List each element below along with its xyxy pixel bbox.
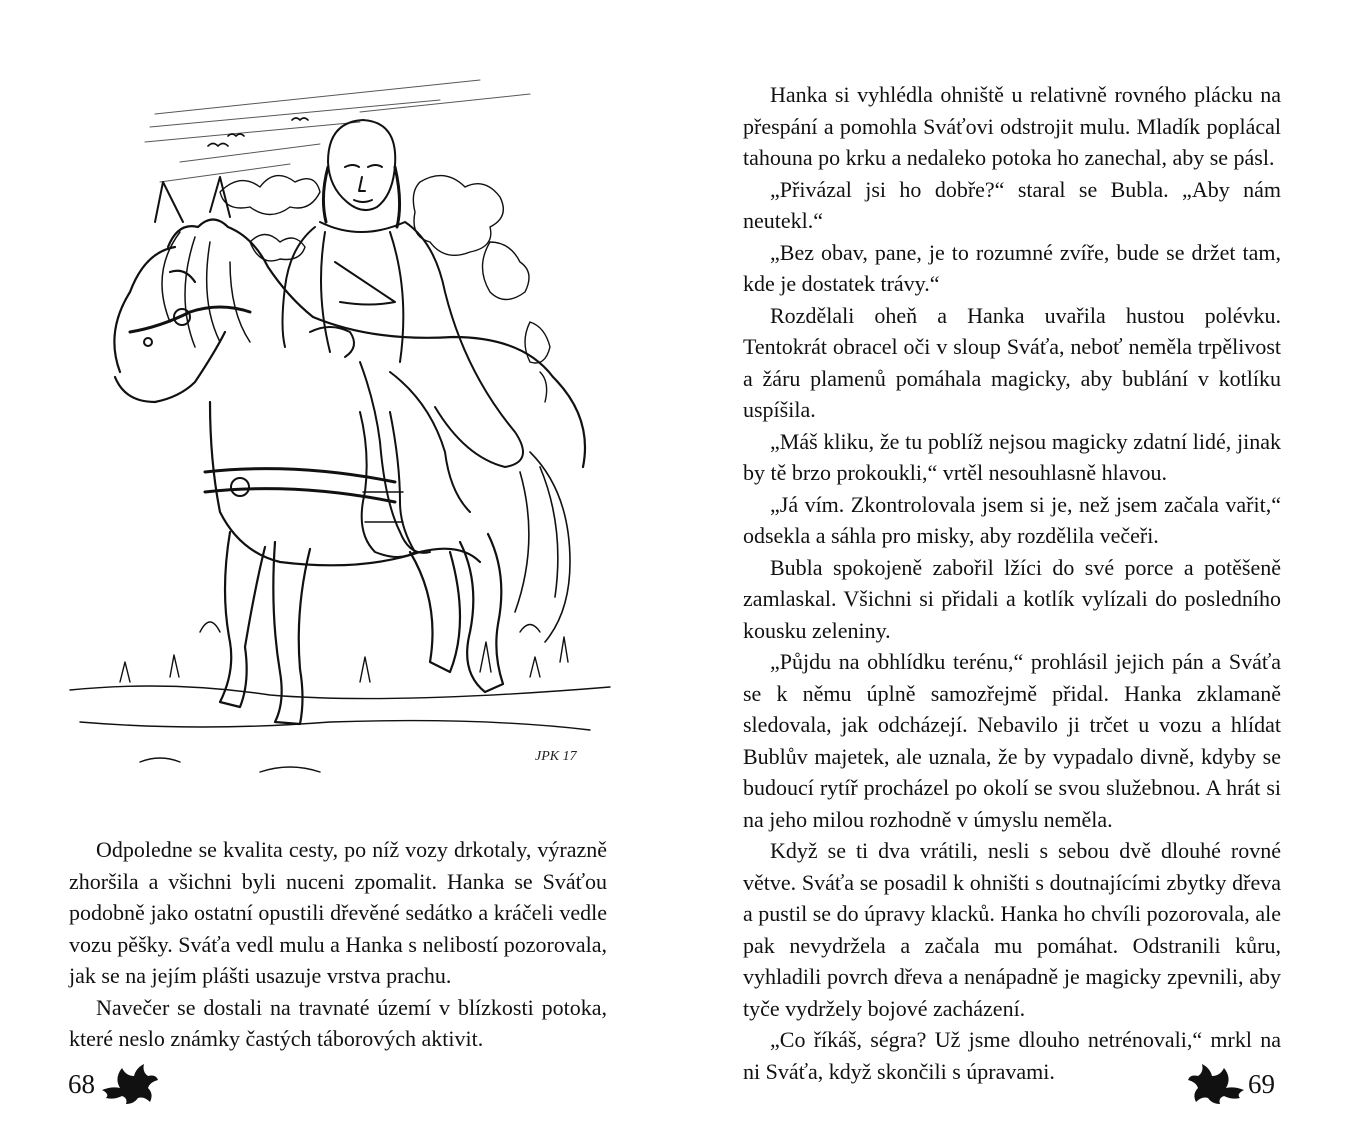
paragraph: Navečer se dostali na travnaté území v blízkosti potoka, které neslo známky častých táborových aktivit.: [69, 994, 607, 1051]
paragraph: „Půjdu na obhlídku terénu,“ prohlásil jejich pán a Sváťa se k němu úplně samozřejmě přidal. Hanka zklamaně sledovala, jak odcházejí. Nebavilo ji trčet u vozu a hlídat Bublův majetek, ale uznala, že by vypadalo divně, kdyby se budoucí rytíř procházel po okolí se svou služebnou. A hrát si na jeho milou rozhodně v úmyslu neměla.: [743, 649, 1281, 832]
paragraph: Hanka si vyhlédla ohniště u relativně rovného plácku na přespání a pomohla Sváťovi odstrojit mulu. Mladík poplácal tahouna po krku a nedaleko potoka ho zanechal, aby se pásl.: [743, 82, 1281, 170]
right-page-text: [743, 79, 1281, 1087]
paragraph: „Co říkáš, ségra? Už jsme dlouho netrénovali,“ mrkl na ni Sváťa, když skončili s úpravami.: [743, 1027, 1281, 1084]
left-page: [0, 0, 673, 1146]
paragraph: „Já vím. Zkontrolovala jsem si je, než jsem začala vařit,“ odsekla a sáhla pro misky, aby rozdělila večeři.: [743, 491, 1281, 548]
page-number: 69: [1248, 1069, 1275, 1099]
paragraph: Odpoledne se kvalita cesty, po níž vozy drkotaly, výrazně zhoršila a všichni byli nuceni zpomalit. Hanka se Sváťou podobně jako ostatní opustili dřevěné sedátko a kráčeli vedle vozu pěšky. Sváťa vedl mulu a Hanka s nelibostí pozorovala, jak se na jejím plášti usazuje vrstva prachu.: [69, 837, 607, 988]
dragon-ornament-icon: [100, 1060, 160, 1104]
paragraph: „Přivázal jsi ho dobře?“ staral se Bubla. „Aby nám neutekl.“: [743, 176, 1281, 233]
right-page: [673, 0, 1347, 1146]
left-page-text: [69, 834, 607, 1055]
paragraph: „Bez obav, pane, je to rozumné zvíře, bude se držet tam, kde je dostatek trávy.“: [743, 239, 1281, 296]
paragraph: Rozdělali oheň a Hanka uvařila hustou polévku. Tentokrát obracel oči v sloup Sváťa, neboť neměla trpělivost a žáru plamenů pomáhala magicky, aby bublání v kotlíku uspíšila.: [743, 302, 1281, 422]
knight-on-horse-illustration: [60, 72, 620, 802]
paragraph: Když se ti dva vrátili, nesli s sebou dvě dlouhé rovné větve. Sváťa se posadil k ohništi s doutnajícími zbytky dřeva a pustil se do úpravy klacků. Hanka ho chvíli pozorovala, ale pak nevydržela a začala mu pomáhat. Odstranili kůru, vyhladili povrch dřeva a nenápadně je magicky zpevnili, aby tyče vydržely bojové zacházení.: [743, 838, 1281, 1021]
paragraph: „Máš kliku, že tu poblíž nejsou magicky zdatní lidé, jinak by tě brzo prokoukli,“ vrtěl nesouhlasně hlavou.: [743, 428, 1281, 485]
dragon-ornament-icon: [1186, 1060, 1246, 1104]
artist-signature: JPK 17: [535, 749, 577, 764]
page-number: 68: [68, 1069, 95, 1099]
paragraph: Bubla spokojeně zabořil lžíci do své porce a potěšeně zamlaskal. Všichni si přidali a kotlík vylízali do posledního kousku zeleniny.: [743, 554, 1281, 643]
